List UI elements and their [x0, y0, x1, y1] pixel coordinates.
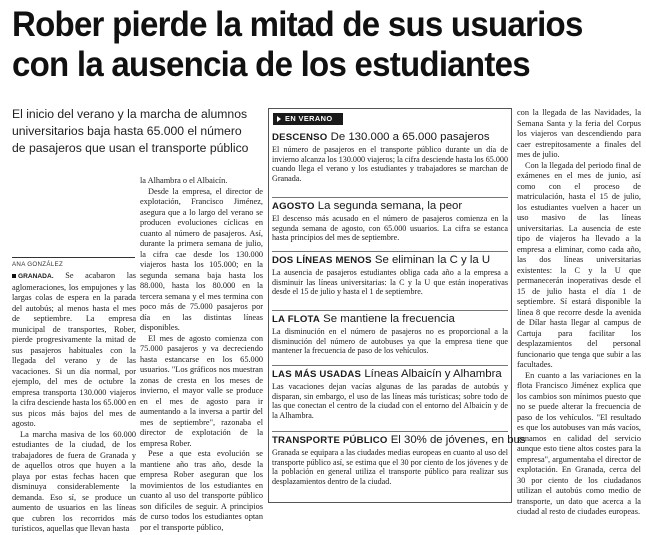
- paragraph: Pese a que esta evolución se mantiene año tras año, desde la empresa Rober aseguran que los movimientos de los estudiantes en cuanto al uso del transporte público son difíciles de seguir. A principios de curso todos los estudiantes optan por el transporte público,: [140, 449, 263, 532]
- section-text: El número de pasajeros en el transporte público durante un día de invierno alcanza los 130.000 viajeros; la cifra desciende hasta los 65.000 cuando llega el verano y los estudiantes y trabajadores se marchan de Granada.: [272, 145, 508, 183]
- byline: ANA GONZÁLEZ: [12, 257, 135, 268]
- section-heading: LA FLOTA Se mantiene la frecuencia: [272, 313, 455, 325]
- section-text: Las vacaciones dejan vacías algunas de las paradas de autobús y disparan, sin embargo, el uso de las líneas más turísticas; sobre todo de las que conectan el centro de la ciudad con el entorno del Albaicín y de la Alhambra.: [272, 382, 508, 420]
- headline-line-2: con la ausencia de los estudiantes: [12, 44, 530, 84]
- sidebar-section-flota: [272, 310, 508, 356]
- article-column-3: [517, 108, 641, 518]
- divider: [272, 251, 508, 252]
- sidebar-section-dos-lineas: [272, 251, 508, 297]
- sidebar-tag: EN VERANO: [273, 113, 343, 125]
- section-text: Granada se equipara a las ciudades medias europeas en cuanto al uso del transporte público así, se estima que el 30 por ciento de los jóvenes y de la población en general utiliza el transporte público para realizar sus desplazamientos dentro de la ciudad.: [272, 448, 508, 486]
- sidebar-section-transporte-publico: [272, 431, 526, 486]
- section-text: La ausencia de pasajeros estudiantes obliga cada año a la empresa a disminuir las líneas universitarias: la C y la U que están inoperativas desde el 15 de julio y hasta el 1 de septiembre.: [272, 268, 508, 297]
- paragraph: Con la llegada del periodo final de exámenes en el mes de junio, así como con el proceso de matriculación, hasta el 15 de julio, los estudiantes vuelven a hacer un uso masivo de las líneas universitarias. La ausencia de este tipo de viajeros ha llevado a la empresa a eliminar, como cada año, las dos líneas universitarias existentes: la C y la U que permanecerán inoperativas desde el 15 de julio hasta el día 1 de septiembre. Sí estará disponible la línea 8 que recorre desde la avenida de Dílar hasta llegar al campus de Cartuja para facilitar los desplazamientos del personal funcionario que tenga que subir a las facultades.: [517, 160, 641, 369]
- divider: [272, 365, 508, 366]
- triangle-icon: [277, 116, 281, 122]
- sidebar-section-agosto: [272, 197, 508, 243]
- article-column-2: [140, 176, 263, 533]
- divider: [272, 197, 508, 198]
- dateline: GRANADA.: [18, 273, 54, 280]
- paragraph: la Alhambra o el Albaicín.: [140, 176, 228, 185]
- section-heading: DESCENSO De 130.000 a 65.000 pasajeros: [272, 131, 490, 143]
- section-heading: LAS MÁS USADAS Líneas Albaicín y Alhambra: [272, 368, 502, 380]
- paragraph: Desde la empresa, el director de explotación, Francisco Jiménez, asegura que a lo largo del verano se producen evoluciones cíclicas en cuanto al número de pasajeros. Así, durante la primera semana de julio, la cifra cae desde los 130.000 viajeros hasta los 105.000; en la segunda semana baja hasta los 88.000, hasta los 80.000 en la tercera semana y el mes termina con poco más de 75.000 pasajeros por día en las distintas líneas disponibles.: [140, 186, 263, 332]
- divider: [272, 431, 508, 432]
- headline-line-1: Rober pierde la mitad de sus usuarios: [12, 4, 583, 44]
- section-heading: AGOSTO La segunda semana, la peor: [272, 200, 463, 212]
- section-text: El descenso más acusado en el número de pasajeros comienza en la segunda semana de agosto, con 65.000 usuarios. La cifra se estanca hasta principios del mes de septiembre.: [272, 214, 508, 243]
- sidebar-box: [268, 108, 526, 503]
- section-text: La disminución en el número de pasajeros no es proporcional a la disminución del número de autobuses ya que la empresa tiene que mantener la frecuencia de paso de los vehículos.: [272, 327, 508, 356]
- article-column-1: [12, 271, 136, 535]
- divider: [272, 310, 508, 311]
- sidebar-section-descenso: [272, 131, 508, 183]
- bullet-square-icon: [12, 274, 16, 278]
- paragraph: GRANADA. Se acabaron las aglomeraciones, los empujones y las largas colas de espera en la parada del autobús; al menos hasta el mes de septiembre. La empresa municipal de transportes, Rober, pierde progresivamente la mitad de sus pasajeros habituales con la llegada del verano y de las vacaciones. Si un día normal, por ejemplo, del mes de octubre la empresa transporta 130.000 viajeros la cifra desciende hasta los 65.000 en sus picos más bajos del mes de agosto.: [12, 271, 136, 428]
- section-heading: TRANSPORTE PÚBLICO El 30% de jóvenes, en bus: [272, 434, 526, 446]
- paragraph: La marcha masiva de los 60.000 estudiantes de la ciudad, de los trabajadores de fuera de Granada y de aquellos otros que huyen a la playa por estas fechas hacen que disminuya considerablemente la demanda. Eso sí, se produce un aumento de usuarios en las líneas que cubren los recorridos más turísticos, aquellas que llevan hasta: [12, 429, 136, 533]
- paragraph: El mes de agosto comienza con 75.000 pasajeros y va decreciendo hasta estancarse en los 65.000 usuarios. "Los gráficos nos muestran zonas de cresta en los meses de invierno, el mayor valle se produce en el mes de agosto para ir aumentando a la inversa a partir del mes de septiembre", razonaba el director de explotación de la empresa Rober.: [140, 333, 263, 448]
- subhead: El inicio del verano y la marcha de alumnos universitarios baja hasta 65.000 el número de pasajeros que usan el transporte público: [12, 107, 249, 155]
- headline: [12, 4, 598, 84]
- paragraph: con la llegada de las Navidades, la Semana Santa y la feria del Corpus los viajeros van descendiendo para caer estrepitosamente a finales del mes de julio.: [517, 108, 641, 159]
- section-heading: DOS LÍNEAS MENOS Se eliminan la C y la U: [272, 254, 491, 266]
- sidebar-section-mas-usadas: [272, 365, 508, 420]
- paragraph: En cuanto a las variaciones en la flota Francisco Jiménez explica que los cambios son mínimos puesto que no se puede alterar la frecuencia de paso de los vehículos. "El resultado es que los autobuses van más vacíos, ganamos en calidad del servicio aunque esto tiene altos costes para la empresa", argumentaba el director de explotación. En Granada, cerca del 30 por ciento de los ciudadanos utilizan el autobús como medio de transporte, un dato que acerca a la ciudad al resto de ciudades europeas.: [517, 370, 641, 516]
